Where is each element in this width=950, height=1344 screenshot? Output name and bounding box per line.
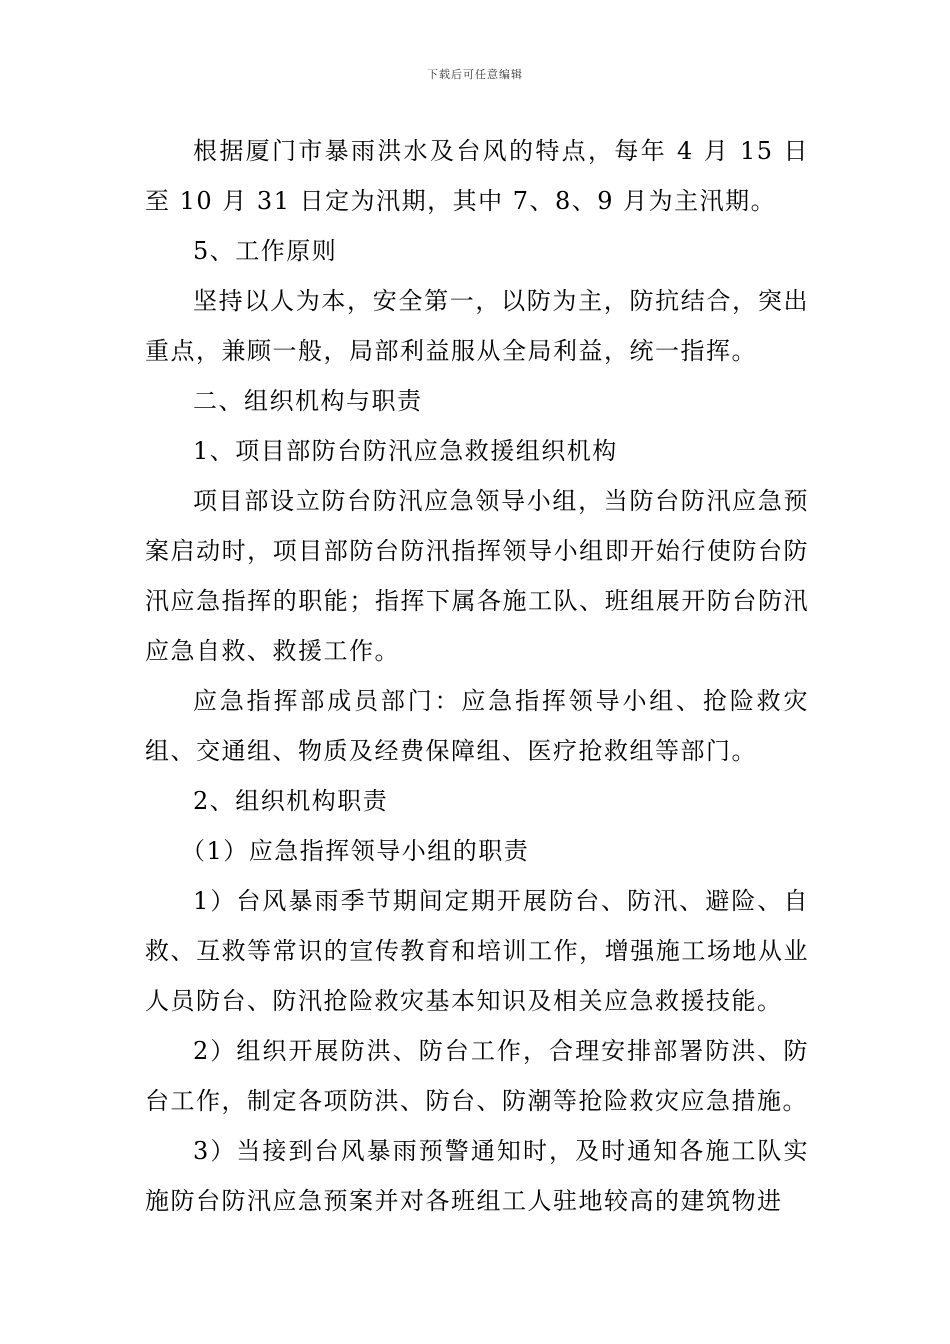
document-body (145, 126, 809, 1226)
paragraph-flood-season: 根据厦门市暴雨洪水及台风的特点，每年 4 月 15 日至 10 月 31 日定为汛期，其中 7、8、9 月为主汛期。 (145, 137, 809, 215)
paragraph-duty-3: 3）当接到台风暴雨预警通知时，及时通知各施工队实施防台防汛应急预案并对各班组工人驻地较高的建筑物进 (145, 1137, 809, 1215)
heading-work-principles: 5、工作原则 (193, 237, 338, 265)
paragraph-member-departments: 应急指挥部成员部门：应急指挥领导小组、抢险救灾组、交通组、物质及经费保障组、医疗抢救组等部门。 (145, 687, 809, 765)
paragraph-principles: 坚持以人为本，安全第一，以防为主，防抗结合，突出重点，兼顾一般，局部利益服从全局利益，统一指挥。 (145, 287, 809, 365)
heading-leading-group-duties: （1）应急指挥领导小组的职责 (181, 837, 530, 865)
paragraph-leading-group: 项目部设立防台防汛应急领导小组，当防台防汛应急预案启动时，项目部防台防汛指挥领导小组即开始行使防台防汛应急指挥的职能；指挥下属各施工队、班组展开防台防汛应急自救、救援工作。 (145, 487, 809, 665)
heading-rescue-organization: 1、项目部防台防汛应急救援组织机构 (193, 437, 618, 465)
paragraph-duty-1: 1）台风暴雨季节期间定期开展防台、防汛、避险、自救、互救等常识的宣传教育和培训工作，增强施工场地从业人员防台、防汛抢险救灾基本知识及相关应急救援技能。 (145, 887, 809, 1015)
page-header-note: 下载后可任意编辑 (427, 68, 523, 81)
paragraph-duty-2: 2）组织开展防洪、防台工作，合理安排部署防洪、防台工作，制定各项防洪、防台、防潮等抢险救灾应急措施。 (145, 1037, 809, 1115)
heading-organization: 二、组织机构与职责 (193, 387, 423, 415)
heading-organization-duties: 2、组织机构职责 (193, 787, 389, 815)
